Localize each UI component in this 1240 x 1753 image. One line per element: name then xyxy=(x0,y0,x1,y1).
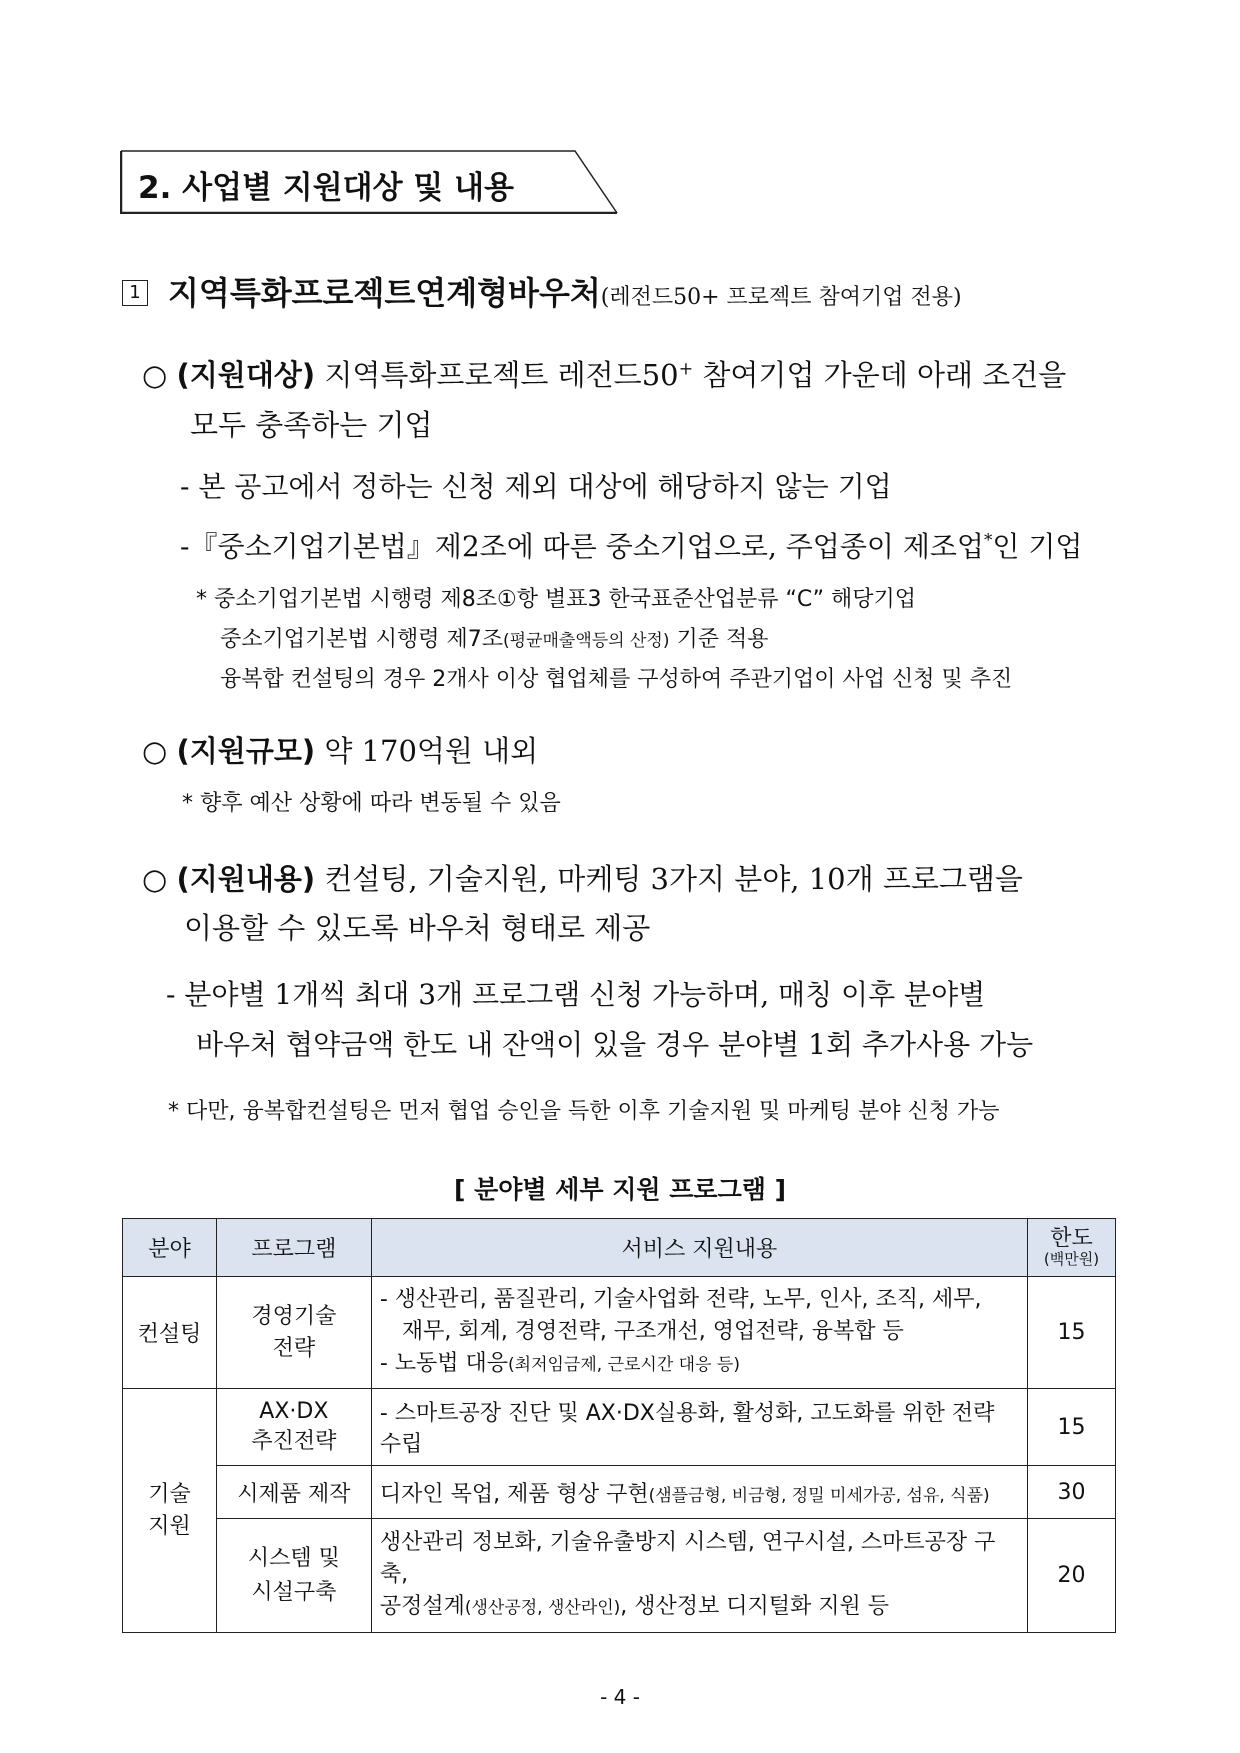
row-limit: 30 xyxy=(1028,1466,1116,1519)
table-row xyxy=(123,1519,1116,1633)
row-service-small: (최저임금제, 근로시간 대응 등) xyxy=(508,1355,740,1375)
table-title: [ 분야별 세부 지원 프로그램 ] xyxy=(453,1175,787,1204)
header-program: 프로그램 xyxy=(216,1219,371,1277)
header-limit-label: 한도 xyxy=(1050,1225,1093,1251)
section-heading xyxy=(120,150,620,214)
header-service: 서비스 지원내용 xyxy=(371,1219,1027,1277)
row-service-line xyxy=(380,1348,1019,1381)
target-note-1: * 중소기업기본법 시행령 제8조①항 별표3 한국표준산업분류 “C” 해당기업 xyxy=(196,587,917,612)
scale-text: 약 170억원 내외 xyxy=(324,734,539,768)
scale-note: * 향후 예산 상황에 따라 변동될 수 있음 xyxy=(182,791,561,816)
target-note-2 xyxy=(220,622,769,653)
row-program xyxy=(216,1277,371,1389)
project-title-text: 지역특화프로젝트연계형바우처 xyxy=(168,274,601,312)
table-row xyxy=(123,1466,1116,1519)
row-service-text: 디자인 목업, 제품 형상 구현 xyxy=(379,1481,649,1507)
target-bullet: ○ xyxy=(142,358,168,392)
program-table xyxy=(122,1218,1116,1633)
target-line-2: 모두 충족하는 기업 xyxy=(190,408,433,442)
row-program-line: 시스템 및 xyxy=(247,1545,340,1571)
table-row xyxy=(123,1389,1116,1466)
page-number: - 4 - xyxy=(600,1685,640,1709)
content-note: * 다만, 융복합컨설팅은 먼저 협업 승인을 득한 이후 기술지원 및 마케팅 분야 신청 가능 xyxy=(168,1099,1000,1124)
row-service-text: 공정설계 xyxy=(379,1594,465,1619)
row-program-line: 경영기술 xyxy=(251,1303,337,1329)
row-service-text: - 노동법 대응 xyxy=(379,1351,509,1376)
table-header-row xyxy=(123,1219,1116,1277)
row-program: 시제품 제작 xyxy=(216,1466,371,1519)
content-bullet: ○ xyxy=(142,862,168,896)
row-service-line xyxy=(380,1591,1019,1624)
row-program-line: 전략 xyxy=(272,1335,316,1361)
target-label: (지원대상) xyxy=(176,358,316,392)
row-field xyxy=(123,1389,217,1633)
row-program-line: 시설구축 xyxy=(251,1579,337,1605)
target-line1-a: 지역특화프로젝트 레전드50 xyxy=(324,358,679,392)
scale-label: (지원규모) xyxy=(176,734,316,768)
row-service xyxy=(371,1519,1027,1633)
content-line-1 xyxy=(142,857,1023,898)
target-cond2-sup: * xyxy=(983,529,993,550)
target-note2-small: (평균매출액등의 산정) xyxy=(503,631,670,651)
header-limit-unit: (백만원) xyxy=(1043,1249,1100,1268)
row-service: - 스마트공장 진단 및 AX·DX실용화, 활성화, 고도화를 위한 전략 수립 xyxy=(371,1389,1027,1466)
content-sub-2: 바우처 협약금액 한도 내 잔액이 있을 경우 분야별 1회 추가사용 가능 xyxy=(196,1028,1034,1061)
target-cond2-b: 인 기업 xyxy=(992,530,1083,563)
target-note2-a: 중소기업기본법 시행령 제7조 xyxy=(220,627,504,652)
scale-line xyxy=(142,729,538,770)
row-service-small: (생산공정, 생산라인) xyxy=(464,1598,621,1618)
target-line1-sup: + xyxy=(678,359,694,380)
row-program xyxy=(216,1519,371,1633)
row-service-text: , 생산정보 디지털화 지원 등 xyxy=(620,1594,890,1619)
row-field: 컨설팅 xyxy=(123,1277,217,1389)
row-field-line: 기술 xyxy=(148,1481,191,1507)
row-program-line: AX·DX xyxy=(259,1399,329,1424)
row-limit: 15 xyxy=(1028,1389,1116,1466)
row-limit: 20 xyxy=(1028,1519,1116,1633)
row-program-line: 추진전략 xyxy=(251,1429,337,1454)
row-service-line: 생산관리 정보화, 기술유출방지 시스템, 연구시설, 스마트공장 구축, xyxy=(379,1530,996,1587)
project-title xyxy=(168,268,962,314)
content-sub-1: - 분야별 1개씩 최대 3개 프로그램 신청 가능하며, 매칭 이후 분야별 xyxy=(166,978,986,1011)
content-line1-text: 컨설팅, 기술지원, 마케팅 3가지 분야, 10개 프로그램을 xyxy=(324,862,1023,896)
row-service-line: 재무, 회계, 경영전략, 구조개선, 영업전략, 융복합 등 xyxy=(401,1319,904,1344)
row-service-small: (샘플금형, 비금형, 정밀 미세가공, 섬유, 식품) xyxy=(648,1485,990,1506)
target-line-1 xyxy=(142,353,1066,394)
target-cond2-a: -『중소기업기본법』제2조에 따른 중소기업으로, 주업종이 제조업 xyxy=(180,530,984,563)
header-limit xyxy=(1028,1219,1116,1277)
row-service xyxy=(371,1277,1027,1389)
target-condition-1: - 본 공고에서 정하는 신청 제외 대상에 해당하지 않는 기업 xyxy=(180,470,892,503)
row-program xyxy=(216,1389,371,1466)
project-number-box: 1 xyxy=(122,280,148,306)
section-title: 2. 사업별 지원대상 및 내용 xyxy=(138,170,514,206)
target-note2-b: 기준 적용 xyxy=(676,627,769,652)
row-service xyxy=(371,1466,1027,1519)
header-field: 분야 xyxy=(123,1219,217,1277)
content-line-2: 이용할 수 있도록 바우처 형태로 제공 xyxy=(184,911,651,945)
row-service-line: - 생산관리, 품질관리, 기술사업화 전략, 노무, 인사, 조직, 세무, xyxy=(379,1287,982,1312)
scale-bullet: ○ xyxy=(142,734,168,768)
target-note-3: 융복합 컨설팅의 경우 2개사 이상 협업체를 구성하여 주관기업이 사업 신청 및 추진 xyxy=(220,667,1013,692)
row-field-line: 지원 xyxy=(148,1513,191,1539)
table-row xyxy=(123,1277,1116,1389)
target-condition-2 xyxy=(180,525,1082,565)
target-line1-b: 참여기업 가운데 아래 조건을 xyxy=(702,358,1067,392)
project-subtitle: (레전드50+ 프로젝트 참여기업 전용) xyxy=(600,285,962,310)
content-label: (지원내용) xyxy=(176,862,316,896)
row-limit: 15 xyxy=(1028,1277,1116,1389)
